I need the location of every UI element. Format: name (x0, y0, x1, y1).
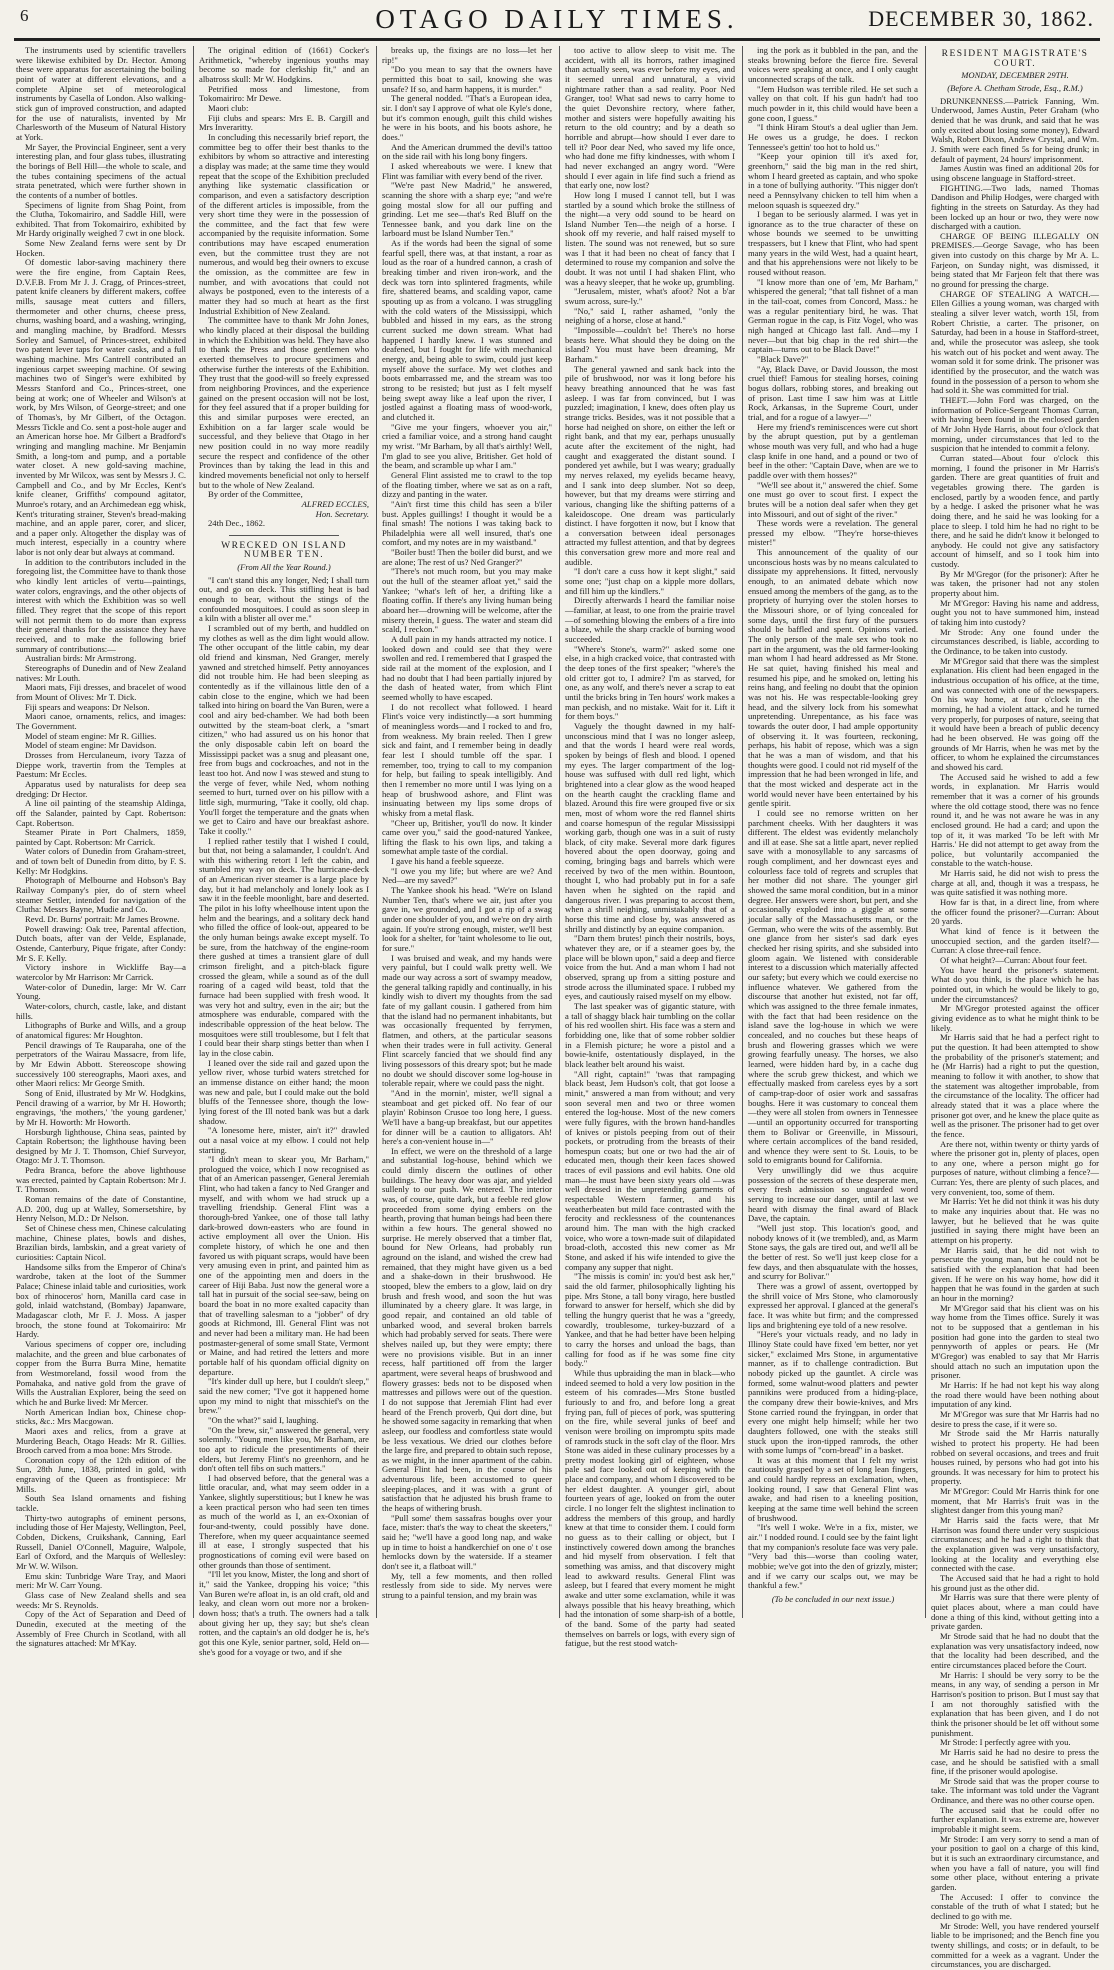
paragraph: Drosses from Herculaneum, ivory Tazza of Dieppe work, travertin from the Temples at Paestum: Mr Eccles. (16, 749, 186, 780)
paragraph: Mr Strode said that was the proper course to take. The informant was told under the Vagrant Ordinance, and there was no other course open. (931, 1775, 1099, 1806)
paragraph: "I don't care a cuss how it kept slight," said some one; "just chap on a kipple more dollars, and fill him up the kindlers." (565, 566, 735, 596)
paragraph: "There's not much room, but you may make out the hull of the steamer afloat yet," said the Yankee; "what's left of her, a drifting like a floating coffin. If there's any living human being aboard her—drowning will be welcome, after the misery therein, I guess. The water and steam did scald, I reckon." (382, 566, 552, 635)
story-title: WRECKED ON ISLAND NUMBER TEN. (221, 540, 347, 561)
paragraph: Mr M'Gregor protested against the officer giving evidence as to what he might think to be likely. (931, 1003, 1099, 1033)
paragraph: Steamer Pirate in Port Chalmers, 1859, painted by Capt. Robertson: Mr Carrick. (16, 827, 186, 847)
paragraph: Mr Harris said that he had a perfect right to put the question. It had been attempted to show the probability of the prisoner's statement; and he (Mr Harris) had a right to put the question, meaning to follow it with another, to show that the statement was altogether improbable, from the circumstance of the locality. The officer had already stated that it was a place where the prisoner got over, and he knew the place quite as well as the prisoner. The prisoner had to get over the fence. (931, 1032, 1099, 1139)
column-5 (748, 46, 918, 1618)
paragraph: Pencil drawings of Te Rauparaha, one of the perpetrators of the Wairau Massacre, from life, by Mr Edwin Abbott. Stereoscope showing successively 100 stereographs, Maori axes, and other Maori relics: Mr George Smith. (16, 1039, 186, 1089)
paragraph: I could see no remorse written on her parchment cheeks. With her daughters it was different. The eldest was evidently melancholy and ill at ease. She sat a little apart, never replied save with a monosyllable to any sarcasms of rough compliment, and her downcast eyes and colourless face told of regrets and scruples that her mother did not share. The younger girl showed the same moral condition, but in a minor degree. Her answers were short, but pert, and she occasionally exploded into a giggle at some jocular sally of the Massachusetts man, or the German, who were the wits of the assembly. But one glance from her sister's sad dark eyes checked her rising spirits, and she subsided into gloom again. We listened with considerable interest to a discussion which materially affected our safety; but every which we could exercise no influence whatever. We gathered from the discourse that another hut existed, not far off, which was assigned to the three female inmates, with the fact that had been residence on the island save the log-house in which we were concealed, and no couches but these heaps of brush and flowering grasses which we were growing fearfully uneasy. The horses, we also learned, were hidden hard by, in a cache dug where the scrub grew thickest, and which we effectually masked from careless eyes by a sort of camp-trap-door of osier work and sassafras boughs. Here it was customary to conceal them—they were all stolen from owners in Tennessee—until an opportunity occurred for transporting them to Bolivar or Greenville, in Missouri, where certain accomplices of the band resided, and whence they were sent to St. Louis, to be sold to emigrants bound for California. (748, 807, 918, 1166)
paragraph: In effect, we were on the threshold of a large and substantial log-house, behind which we could dimly discern the outlines of other buildings. The heavy door was ajar, and yielded sullenly to our push. We entered. The interior was, of course, quite dark, but a feeble red glow proceeded from some dying embers on the hearth, proving that human beings had been there within a few hours. The general showed no surprise. He merely observed that a timber flat, bound for New Orleans, had probably run aground on the island, and wished the crew had remained, that they might have given us a bed and a shake-down in their brushwood. He stooped, blew the embers to a glow, laid on dry brush and fresh wood, and soon the hut was illuminated by a cheery glare. It was large, in good repair, and contained an old table of unbarked wood, and several broken barrels which had probably served for seats. There were shelves nailed up, but they were empty; there were no provisions visible. But in an inner recess, half partitioned off from the larger apartment, were several heaps of brushwood and flowery grasses: beds not to be disposed when mattresses and pillows were out of the question. I do not suppose that Jeremiah Flint had ever heard of the French proverb, Qui dort dine, but he showed some sagacity in remarking that when asleep, our foodless and comfortless state would be less vexatious. We dried our clothes before the large fire, and prepared to obtain such repose, as we might, in the inner apartment of the cabin. General Flint had been, in the course of his adventurous life, been accustomed to queer sleeping-places, and it was with a grunt of satisfaction that he adjusted his brush frame to the heaps of withering brush. (382, 1145, 552, 1514)
paragraph: "Black Dave?" (757, 354, 809, 364)
paragraph: This announcement of the quality of our unconscious hosts was by no means calculated to dissipate my apprehensions. It fitted, nervously enough, to an animated debate which now ensued among the members of the gang, as to the propriety of hurrying over the stolen horses to the Missouri shore, or of lying concealed for some days, until the first fury of the pursuers should be baffled and spent. Opinions varied. The only person of the male sex who took no part in the argument, was the old farmer-looking man whom I had heard addressed as Mr Stone. He sat quiet, having finished his meal and resumed his pipe, and he smoked on, letting his reins hang, and feeling no doubt that the opinion was not his. He was respectable-looking grey head, and the silvery lock from his somewhat unpretending. Unrepentance, as his face was towards the outer door, I had ample opportunity of observing it. It was fourteen, reckoning, perhaps, his habit of repose, which was a sign that he was a man of wisdom, and that his thoughts were good. I could not rid myself of the impression that he had been wronged in life, and that the most wicked and desperate act in the world would never have been entertained by his gentle spirit. (748, 547, 918, 809)
paragraph: Vaguely the thought dawned in my half-unconscious mind that I was no longer asleep, and that the words I heard were real words, spoken by beings of flesh and blood. I opened my eyes. The larger compartment of the log-house was suffused with dull red light, which brightened into a clear glow as the wood heaped on the hearth caught the crackling flame and blazed. Around this fire were grouped five or six men, most of whom wore the red flannel shirts and coarse homespun of the regular Mississippi working garb, though one was in a suit of rusty black, of city make. Several more dark figures hovered about the open doorway, going and coming, bringing bags and barrels which were received by two of the men within. Bountoon, thought I, who had probably put in for a safe haven when he sighted on the rapid and dangerous river. I was preparing to accost them, when a shrill neighing, unmistakably that of a horse this time and close by, was answered as shrilly and distinctly by an equine companion. (565, 720, 735, 934)
paragraph: ing the pork as it bubbled in the pan, and the steaks browning before the fierce fire. Several voices were speaking at once, and I only caught unconnected scraps of the talk. (748, 45, 918, 84)
paragraph: The instruments used by scientific travellers were likewise exhibited by Dr. Hector. Among these were apparatus for ascertaining the boiling point of water at different elevations, and a complete Alpine set of meteorological instruments by Casella of London. Also walking-stick gun of improved construction, and adapted for the use of naturalists, invented by Mr Charlesworth of the Museum of Natural History at York. (16, 45, 186, 142)
paragraph: too active to allow sleep to visit me. The accident, with all its horrors, rather imagined than actually seen, was ever before my eyes, and it seemed unreal and unnatural, a vivid nightmare rather than a sad reality. Poor Ned Granger, too! What sad news to carry home to the quiet Devonshire rectory, where father, mother and sisters were hopefully awaiting his return to the old country; and by a death so horrible and abrupt—how should I ever dare to tell it? Poor dear Ned, who saved my life once, who had done me fifty kindnesses, with whom I had never exchanged an angry word. "Were should I ever again in life find such a friend as that early one, now lost? (565, 45, 735, 191)
page-number: 6 (20, 6, 29, 25)
paragraph: The committee have to thank Mr John Jones, who kindly placed at their disposal the building in which the Exhibition was held. They have also to thank the Press and those gentlemen who exerted themselves to procure specimens and otherwise further the interests of the Exhibition. They trust that the good-will so freely expressed from neighboring Provinces, and the experience gained on the present occasion will not be lost, for they feel assured that if a proper building for this and similar purposes were erected, an Exhibition on a far larger scale would be successful, and they believe that Otago in her new position could in no way more readily secure the respect and confidence of the other Provinces than by taking the lead in this and kindred movements beneficial not only to herself but to the whole of New Zealand. (199, 315, 369, 490)
paragraph: Handsome silks from the Emperor of China's wardrobe, taken at the loot of the Summer Palace; Chinese inlaid table and curiosities, work box of rhinoceros' horn, Manilla card case in gold, inlaid watchstand, (Bombay) Japanware, Madagascar cloth, Mr F. J. Moss. A jasper brooch, the stone found at Tokomairiro: Mr Hardy. (16, 1261, 186, 1340)
paragraph: breaks up, the fixings are no loss—let her rip!" (382, 45, 552, 65)
paragraph: Mr Harris: If he had not kept his way along the road there would have been nothing about imputation of any kind. (931, 1379, 1099, 1410)
paragraph: "On the what?" said I, laughing. (208, 1414, 319, 1425)
paragraph: "I owe you my life; but where are we? And Ned—are my saved?" (382, 865, 552, 886)
paragraph: Australian birds: Mr Armstrong. (25, 653, 137, 664)
paragraph: Curran stated—About four o'clock this morning, I found the prisoner in Mr Harris's garden. There are great quantities of fruit and vegetables growing there. The garden is enclosed, partly by a wooden fence, and partly by a hedge. I asked the prisoner what he was doing there, and he said he was looking for a place to sleep. I told him he had no right to be there, and he said he didn't know it belonged to anybody. He could not give any satisfactory account of himself, and so I took him into custody. (931, 452, 1099, 570)
paragraph: "Where's Stone's, warm?" asked some one else, in a high cracked voice, that contrasted with the deep tones of the first speaker; "where's the old critter got to, I admire? I'm as starved, for one, as any wolf, and there's never a scrap to eat until the bricks bring in Ten hours' work makes a man peckish, and no mistake. Wait for it. Lift it for them boys." (565, 643, 735, 722)
paragraph: Coronation copy of the 12th edition of the Sun, 28th June, 1838, printed in gold, with engraving of the Queen as frontispiece: Mr Mills. (16, 1454, 186, 1494)
column-6 (931, 46, 1099, 1970)
paragraph: FIGHTING.—Two lads, named Thomas Dandison and Philip Hodges, were charged with fighting in the streets on Saturday. As they had been locked up an hour or two, they were now discharged with a caution. (931, 182, 1099, 232)
sign-date: 24th Dec., 1862. (208, 518, 266, 529)
paragraph: Maori axes and relics, from a grave at Murdering Beach, Otago Heads: Mr R. Gillies. Brooch carved from a moa bone: Mrs Strode. (16, 1425, 186, 1456)
paragraph: "All right, captain!" 'twas that rampaging black beast, Jem Hudson's colt, that got loose a minit," answered a man from without; and very soon several men and two or three women entered the log-house. Most of the new comers were fully figures, with the brown hand-handles of knives or pistols peeping from out of their pockets, or protruding from the breasts of their homespun coats; but one or two had the air of educated men, though their keen faces showed traces of evil passions and evil habits. One old man—he must have been sixty years old —was well dressed in the unpretending garments of respectable Western farmer, and his weatherbeaten but mild face contrasted with the ferocity and recklessness of the countenances around him. The man with the high cracked voice, who wore a town-made suit of dilapidated broad-cloth, accosted this new comer as Mr Stone, and asked if his wife intended to give the company any supper that night. (565, 1068, 735, 1272)
paragraph: Here my friend's reminiscences were cut short by the abrupt question, put by a gentleman whose mouth was very full, and who had a huge clasp knife in one hand, and a pound or two of beef in the other: "Captain Dave, when are we to paddle over with them hosses?" (748, 421, 918, 480)
paragraph: It was at this moment that I felt my wrist cautiously grasped by a set of long lean fingers, and could hardly repress an exclamation, when, looking round, I saw that General Flint was awake, and had risen to a kneeling position, keeping at the same time well behind the screen of brushwood. (748, 1454, 918, 1523)
paragraph: Mr M'Gregor: Could Mr Harris think for one moment, that Mr Harris's fruit was in the slightest danger from this young man? (931, 1486, 1099, 1516)
paragraph: The Accused said that he had a right to hold his ground just as the other did. (931, 1573, 1099, 1593)
continued-note: (To be concluded in our next issue.) (771, 1594, 895, 1604)
paragraph: What kind of fence is it between the unoccupied section, and the garden itself?—Curran: A close three-rail fence. (931, 926, 1099, 956)
paragraph: DRUNKENNESS.—Patrick Fanning, Wm. Underwood, James Austin, Peter Graham (who denied that he was drunk, and said that he was only excited about losing some money), Edward Walsh, Robert Dixon, Andrew Crystal, and Wm. J. Smith were each fined 5s for being drunk; in default of payment, 24 hours' imprisonment. (931, 95, 1099, 164)
paragraph: Fiji spears and weapons: Dr Nelson. (25, 701, 150, 712)
paragraph: "I know more than one of 'em, Mr Barham," whispered the general; "that tall fishnet of a man in the tail-coat, comes from Concord, Mass.: he was a regular penitentiary bird, he was. That German rogue in the cap, is Fitz Vogel, who was nigh hanged at Chicago last fall. And—my I never—but that big chap in the red shirt—the captain—turns out to be Black Dave!" (748, 276, 918, 355)
paragraph: Victory inshore in Wickliffe Bay—a watercolor by Mr Harrison: Mr Carrick. (16, 962, 186, 982)
column-divider (742, 46, 743, 1618)
paragraph: "Jerusalem, mister, what's afoot? Not a b'ar swum across, sure-ly." (565, 286, 735, 307)
paragraph: Mr M'Gregor was sure that Mr Harris had no desire to press the case, if it were so. (931, 1408, 1099, 1429)
column-3 (382, 46, 552, 1618)
paragraph: "I didn't mean to skear you, Mr Barham," prologued the voice, which I now recognised as that of an American passenger, General Jeremiah Flint, who had taken a fancy to Ned Granger and myself, and with whom we had struck up a travelling friendship. General Flint was a thorough-bred Yankee, one of those tall lathy dark-browed down-easters who are found in active employment all over the Union. His complete history, of which he one and then favored us with piquant scraps, would have been very amusing even in print, and painted him as one of the appointing men and doers in the career of Hiji Baba. Just now the general wore a tall hat in pursuit of the social see-saw, being on board the boat in no more exalted capacity than that of travelling salesman to a "jobber" of dry goods at Richmond, Ill. General Flint was not and never had been a military man. He had been postmaster-general of some small State, Vermont or Maine, and had retired the letters and more portable half of his quondam official dignity on departure. (199, 1154, 369, 1377)
paragraph: Mr Strode said that he had no doubt that the explanation was very unsatisfactory indeed, now that the locality had been described, and the entire circumstances placed before the Court. (931, 1630, 1099, 1670)
paragraph: Revd. Dr. Burns' portrait: Mr James Browne. (25, 914, 180, 925)
paragraph: In concluding this necessarily brief report, the committee beg to offer their best thanks to the exhibitors by whom so attractive and interesting a display was made; at the same time they would repeat that the scope of the Exhibition precluded anything like systematic classification or comparison, and even a satisfactory description of the different articles is impossible, from the very short time they were in the possession of the committee, and the fact that few were accompanied by the requisite information. Some contributions may have escaped enumeration even, but the committee trust they are not numerous, and would beg their owners to excuse the omission, as the committee are few in number, and with avocations that could not always be postponed, even to the interests of a matter they had so much at heart as the first Industrial Exhibition of New Zealand. (199, 131, 369, 316)
paragraph: By order of the Committee, (208, 489, 303, 500)
column-divider (193, 46, 194, 1618)
paragraph: THEFT.—John Ford was charged, on the information of Police-Sergeant Thomas Curran, with having been found in the enclosed garden of Mr John Hyde Harris, about four o'clock that morning, under circumstances that led to the suspicion that he intended to commit a felony. (931, 394, 1099, 454)
paragraph: Of what height?—Curran: About four feet. (940, 955, 1088, 966)
paragraph: "On the brew, sir," answered the general, very solemnly. "Young men like you, Mr Barham, are too apt to ridicule the presentiments of their elders, but Jeremy Flint's no greenhorn, and he don't often tell fibs on such matters." (199, 1424, 369, 1474)
paragraph: In addition to the contributors included in the foregoing list, the Committee have to thank those who kindly lent articles of vertu—paintings, water colors, engravings, and the other objects of interest with which the Exhibition was so well filled. They regret that the scope of this report will not permit them to do more than express their general thanks for the assistance they have received, and to make the following brief summary of contributions:— (16, 556, 186, 654)
paragraph: By Mr M'Gregor (for the prisoner): After he was taken, the prisoner had not any stolen property about him. (931, 568, 1099, 599)
masthead-rule (14, 40, 1100, 41)
paragraph: The original edition of (1661) Cocker's Arithmetick, "whereby ingenious youths may become so made for clerkship fit," and an albatross skull: Mr W. Hodgkins. (199, 45, 369, 84)
paragraph: "Well just stop. This location's good, and nobody knows of it (we trembled), and, as Marm Stone says, the gals are tired out, and we'll all be the better of rest. So we'll just keep close for a few days, and then absquatulate with the hosses, and scurry for Bolivar." (748, 1223, 918, 1282)
paragraph: Lithographs of Burke and Wills, and a group of anatomical figures: Mr Houghton. (16, 1020, 186, 1040)
paragraph: The accused said that he could offer no further explanation. It was extreme are, however improbable it might seem. (931, 1804, 1099, 1835)
paragraph: Some New Zealand ferns were sent by Dr Hocken. (16, 238, 186, 258)
paragraph: "Give me your fingers, whoever you air," cried a familiar voice, and a strong hand caught my wrist. "Mr Barham, by all that's airthly! Well, I'm glad to see you alive, Britisher. Get hold of the beam, and scramble up whar I am." (382, 421, 552, 471)
paragraph: Petrified moss and limestone, from Tokomairiro: Mr Dewe. (199, 83, 369, 104)
paragraph: Powell drawing: Oak tree, Parental affection, Dutch boats, after van der Velde, Esplanade, Ostende, Canterbury, Pique frigate, after Condy: Mr S. F. Kelly. (16, 923, 186, 963)
paragraph: Maori canoe, ornaments, relics, and images: The Government. (16, 711, 186, 731)
paragraph: Mr Harris said he had no desire to press the case, and he should be satisfied with a small fine, if the prisoner would apologise. (931, 1746, 1099, 1777)
paragraph: CHARGE OF BEING ILLEGALLY ON PREMISES.—George Savage, who has been given into custody on this charge by Mr A. L. Farjeon, on Sunday night, was dismissed, it being stated that Mr Farjeon felt that there was no ground for pressing the charge. (931, 230, 1099, 290)
paragraph: Mr Strode: Any one found under the circumstances described, is liable, according to the Ordinance, to be taken into custody. (931, 626, 1099, 657)
paragraph: Emu skin: Tunbridge Ware Tray, and Maori meri: Mr W. Carr Young. (16, 1570, 186, 1591)
signature: ALFRED ECCLES, (301, 498, 369, 509)
paragraph: The Accused said he wished to add a few words, in explanation. Mr Harris would remember that it was a corner of his grounds where the old cottage stood, there was no fence round it, and he was not aware he was in any enclosed ground. He had a card; and upon the top of it, it was marked 'To be left with Mr Harris.' He did not attempt to get away from the police, but voluntarily accompanied the constable to the watch-house. (931, 771, 1099, 869)
paragraph: "Darn them brutes! pinch their nostrils, boys, whatever they are, or if a steamer goes by, the place will be blown upon," said a deep and fierce voice from the hut. And a man whom I had not observed, sprang up from a sitting posture and strode across the illuminated space. I rubbed my eyes, and cautiously raised myself on my elbow. (565, 933, 735, 1002)
paragraph: "We're past New Madrid," he answered, scanning the shore with a sharp eye; "and we're going mostal slow for all our puffing and grinding. Let me see—that's Red Bluff on the Tennessee bank, and you dark line on the larboard must be Island Number Ten." (382, 180, 552, 239)
paragraph: "It's well I woke. We're in a fix, mister, we air." I nodded round. I could see by the faint light that my companion's resolute face was very pale. "Very bad this—worse than cooling water, mobbie; we've got into the den of grizzly, mister; and if we carry our scalps out, we may be thankful a few." (748, 1522, 918, 1591)
paragraph: Set of Chinese chess men, Chinese calculating machine, Chinese plates, bowls and dishes, Brazilian birds, lambskin, and a great variety of curiosities: Captain Nicol. (16, 1223, 186, 1263)
paragraph: Water-colors, church, castle, lake, and distant hills. (16, 1000, 186, 1021)
paragraph: "Impossible—couldn't be! There's no horse beasts here. What should they be doing on the island? You must have been dreaming, Mr Barham." (565, 325, 735, 364)
paragraph: Directly afterwards I heard the familiar noise—familiar, at least, to one from the prairie travel—of something blowing the embers of a fire into a blaze, while the sharp crackle of burning wood succeeded. (565, 595, 735, 645)
paragraph: Mr Strode: Well, you have rendered yourself liable to be imprisoned; and the Bench fine you twenty shillings, and costs; or in default, to be committed for a week as a vagrant. Under the circumstances, you are discharged. (931, 1920, 1099, 1970)
paragraph: Mr Harris said, he did not wish to press the charge at all, and, though it was a trespass, he was quite satisfied it was nothing more. (931, 868, 1099, 898)
paragraph: Mr Strode: I perfectly agree with you. (940, 1737, 1071, 1748)
paragraph: Mr Strode: I am very sorry to send a man of your position to gaol on a charge of this kind, but it is such an extraordinary circumstance, and when you have a fall of nature, you will find some other place, without entering a private garden. (931, 1833, 1099, 1893)
paragraph: There was a growl of assent, overtopped by the shrill voice of Mrs Stone, who clamorously expressed her approval. I glanced at the general's face. It was white but firm; and the compressed lips and brightening eye told of a new resolve. (748, 1281, 918, 1330)
paragraph: Song of Enid, illustrated by Mr W. Hodgkins, Pencil drawing of a warrior, by Mr H. Howorth; engravings, 'the mothers,' 'the young gardener,' by Mr H. Howorth: Mr Howorth. (16, 1087, 186, 1127)
paragraph: Horsburgh lighthouse, China seas, painted by Captain Robertson; the lighthouse having been designed by Mr J. T. Thomson, Chief Surveyor, Otago: Mr J. T. Thomson. (16, 1126, 186, 1166)
paragraph: "Boiler bust! Then the boiler did burst, and we are alone; The rest of us? Ned Granger?" (382, 547, 552, 567)
paragraph: Are there not, within twenty or thirty yards of where the prisoner got in, plenty of places, open to any one, where a person might go for purposes of nature, without climbing a fence?—Curran: Yes, there are plenty of such places, and very convenient, too, some of them. (931, 1138, 1099, 1197)
paragraph: Of domestic labor-saving machinery there were the fire engine, from Captain Rees, D.V.F.B. From Mr J. J. Cragg, of Princes-street, patent knife cleaners by different makers, coffee mills, sausage meat cutters and fillers, thermometer and other churns, cheese press, churns, washing board, and a washing, wringing, and mangling machine, by Bradford. Messrs Sorley and Samuel, of Princes-street, exhibited two patent lever taps for water casks, and a full washing machine. Mrs Cantrell contributed an ingenious carpet sweeping machine. Of sewing machines two of Singer's were exhibited by Messrs Stanford and Co., Princes-street, one being at work; one of Wheeler and Wilson's at work, by Mrs Wilson, of George-street; and one of Thomas's, by Mr Gilbert, of the Octagon. Messrs Tickle and Co. sent a post-hole auger and an American horse hoe. Mr Gilbert a Bradford's wringing and mangling machine. Mr Benjamin Smith, a long-tom and pump, and a portable water closet. A new gold-saving machine, invented by Mr Wilcox, was sent by Messrs J. C. Campbell and Co., and by Mr Eccles, Kent's knife cleaner, Griffiths' compound agitator, Munroe's rotary, and an Archimedean egg whisk, Kent's triturating strainer, Steven's bread-making machine, and an apple parer, corer, and slicer, and a paper only. Altogether the display was of much interest, especially in a country where labor is not only dear but always at command. (16, 257, 186, 558)
paragraph: "Here's your victuals ready, and no lady in Illinoy State could have fixed 'em better, nor yet sicker," exclaimed Mrs Stone, in argumentative manner, as if to challenge contradiction. But nobody picked up the gauntlet. A circle was formed, some walnut-wood platters and pewter pannikins were produced from a hiding-place, the company drew their bowie-knives, and Mrs Stone carried round the fryingpan, in order that every one might help himself; while her two daughters followed, one with the steaks still stuck upon the iron-tipped ramrods, the other with some lumps of "corn-bread" in a basket. (748, 1329, 918, 1456)
paragraph: Various specimens of copper ore, including malachite, and the green and blue carbonates of copper from the Burra Burra Mine, hematite from Westmoreland, fossil wood from the Pomahaka, and native gold from the grave of Wills the Australian Explorer, being the seed on which he and Burke lived: Mr Mercer. (16, 1338, 186, 1407)
paragraph: How long I mused I cannot tell, but I was startled by a sound which broke the stillness of the night—a very odd sound to be heard on Island Number Ten—the neigh of a horse. I shook off my reverie, and half raised myself to listen. The sound was not renewed, but so sure was I that it had been no cheat of fancy that I determined to rouse my companion and solve the doubt. It was not until I had shaken Flint, who was a heavy sleeper, that he woke up, grumbling. (565, 189, 735, 287)
issue-date: DECEMBER 30, 1862. (868, 6, 1094, 31)
paragraph: How far is that, in a direct line, from where the officer found the prisoner?—Curran: About 20 yards. (931, 897, 1099, 927)
paragraph: I began to be seriously alarmed. I was yet in ignorance as to the true character of these on whose bounds we seemed to be unwitting trespassers, but I knew that Flint, who had spent many years in the wild West, had a quaint heart, and that his apprehensions were not likely to be roused without reason. (748, 209, 918, 278)
paragraph: "I'll let you know, Mister, the long and short of it," said the Yankee, dropping his voice; "this Van Buren we're afloat in, is an old craft, old and leaky, and clean worn out more nor a broken-down hoss; that's a truth. The owners had a talk about giving her up, they say; but she's clean rotten, and the captain's an old dodger he is, he's got this one Kyle, senior partner, sold, Held on—she's good for a voyage or two, and if she (199, 1569, 369, 1657)
paragraph: The general nodded. "That's a European idea, sir. I don't say I approve of what ole Kyle's done, but it's common enough, guilt this child wishes he were in his boots, and his boots ashore, he does." (382, 93, 552, 142)
paragraph: "Ain't first time this child has seen a b'iler bust. Apples guillings! I thought it would be a final smash! The notions I was taking back to Philadelphia were all well insured, that's one comfort, and my notes are in my waistband." (382, 498, 552, 548)
paragraph: Mr Strode said the Mr Harris naturally wished to protect his property. He had been robbed on several occasions, and trees and fruit houses ruined, by persons who had got into his grounds. It was necessary for him to protect his property. (931, 1428, 1099, 1487)
paragraph: "Cheer up, Britisher, you'll do now. It kinder came over you," said the good-natured Yankee, lifting the flask to his own lips, and taking a somewhat ample taste of the cordial. (382, 817, 552, 857)
paragraph: These words were a revelation. The general pressed my elbow. "They're horse-thieves mister!" (748, 518, 918, 548)
masthead (14, 4, 1100, 40)
paragraph: The last speaker was of gigantic stature, with a tall of shaggy black hair tumbling on the collar of his red woollen shirt. His face was a stern and forbidding one, like that of some robber soldier in a Flemish picture; he wore a pistol and a bowie-knife, ostentatiously displayed, in the black leather belt around his waist. (565, 1000, 735, 1069)
paragraph: I do not recollect what followed. I heard Flint's voice very indistinctly—a sort humming of meaningless words—and I rocked to and fro, from weakness. My brain reeled. Then I grew sick and faint, and I remember being in deadly fear lest I should tumble off the spar. I remember, too, trying to call to my companion for help, but failing to speak intelligibly. And then I remember no more until I was lying on a heap of brushwood ashore, and Flint was insinuating between my lips some drops of whisky from a metal flask. (382, 701, 552, 818)
paragraph: Photograph of Melbourne and Hobson's Bay Railway Company's pier, do of stern wheel steamer Settler, intended for navigation of the Clutha: Messrs Bayne, Mudie and Co. (16, 875, 186, 915)
paragraph: My, tell a few moments, and then rolled restlessly from side to side. My nerves were strung to a painful tension, and my brain was (382, 1570, 552, 1600)
paragraph: Stereographs of Dunedin and of New Zealand natives: Mr Louth. (16, 663, 186, 683)
paragraph: The Yankee shook his head. "We're on Island Number Ten, that's where we air, just after you gave in, we grounded, and I got a rip of a swag under one shoulder of you, and we're on dry airth again. If you're strong enough, mister, we'll best look for a shelter, for 'taint wholesome to lie out, for sure." (382, 885, 552, 954)
paragraph: James Austin was fined an additional 20s for using obscene language in Stafford-street. (931, 163, 1099, 183)
paragraph: "I can't stand this any longer, Ned; I shall turn out, and go on deck. This stifling heat is bad enough to bear, without the stings of the confounded mosquitoes. I could as soon sleep in a kiln with a blister all over me." (199, 574, 369, 624)
paragraph: Mr M'Gregor said that his client was on his way home from the Times office. Surely it was not to be supposed that a gentleman in his position had gone into the garden to steal two pennyworth of apples or pears. He (Mr M'Gregor) was enabled to say that Mr Harris should attach no such an imputation upon the prisoner. (931, 1302, 1099, 1381)
court-before: (Before A. Chetham Strode, Esq., R.M.) (947, 82, 1083, 93)
column-divider (559, 46, 560, 1618)
paragraph: "And in the mornin', mister, we'll signal a steamboat and get picked off. No fear of our playin' Robinson Crusoe too long here, I guess. We'll have a bang-up breakfast, but our appetites for dinner will be a caution to alligators. Ah! here's a con-venient house in—" (382, 1087, 552, 1147)
story-source: (From All the Year Round.) (237, 562, 331, 573)
paragraph: Water-color of Dunedin, large: Mr W. Carr Young. (16, 981, 186, 1002)
paragraph: Mr Harris said the facts were, that Mr Harrison was found there under very suspicious circumstances; and he had a right to think that the explanation given was very unsatisfactory, looking at the locality and everything else connected with the case. (931, 1515, 1099, 1574)
paragraph: The general yawned and sank back into the pile of brushwood, nor was it long before his heavy breathing announced that he was fast asleep. I was far from convinced, but I was puzzled; imagination, I knew, does often play us strange tricks. Besides, was it not possible that a horse had neighed on shore, on either the left or right bank, and that my ear, perhaps unusually acute after the excitement of the night, had caught and exaggerated the distant sound. I pondered yet awhile, but I was weary; gradually my nerves relaxed, my eyelids became heavy, and I sank into deep slumber. Not so deep, however, but that my dreams were stirring and various, changing like the shifting patterns of a kaleidoscope. One dream was particularly distinct. I have forgotten it now, but I know that a conversation between ideal personages attracted my fullest attention, and that by degrees this conversation grew more and more real and audible. (565, 363, 735, 567)
paragraph: Mr Harris was sure that there were plenty of quiet places about, where a man could have done a thing of this kind, without getting into a private garden. (931, 1592, 1099, 1632)
paragraph: South Sea Island ornaments and fishing tackle. (16, 1493, 186, 1514)
paragraph: I was bruised and weak, and my hands were very painful, but I could walk pretty well. We made our way across a sort of swampy meadow, the general talking rapidly and continually, in his kindly wish to divert my thoughts from the sad fate of my gallant cousin. I gathered from him that the island had no permanent inhabitants, but was occasionally frequented by ferrymen, flatmen, and others, at the particular seasons when their trades were in full activity. General Flint scarcely fancied that we should find any living possessors of this dreary spot; but he made no doubt we should discover some log-house in tolerable repair, where we could pass the night. (382, 952, 552, 1089)
paragraph: "We'll see about it," answered the chief. Some one must go over to scout first. I expect the brutes will be a notion deal safer when they get into Missouri, and out of sight of the river." (748, 479, 918, 519)
paragraph: And the American drummed the devil's tattoo on the side rail with his long bony fingers. (382, 141, 552, 162)
section-rule (229, 535, 339, 536)
paragraph: North American Indian box, Chinese chop-sticks, &c.: Mrs Macgowan. (16, 1406, 186, 1427)
paragraph: Roman remains of the date of Constantine, A.D. 200, dug up at Walley, Somersetshire, by Henry Nelson, M.D.: Dr Nelson. (16, 1194, 186, 1224)
paragraph: Model of steam engine: Mr Davidson. (25, 740, 157, 751)
paragraph: Mr M'Gregor said that there was the simplest explanation. His client had been engaged in the industrious occupation of his office, at the time, and was connected with one of the newspapers. On his way home, at four o'clock in the morning, he had a violent attack, and he turned very properly, for purposes of nature, seeing that it would have been a breach of public decency had he been observed. He was going off the grounds of Mr Harris, when he was met by the officer, to whom he explained the circumstances and showed his card. (931, 655, 1099, 772)
paragraph: While thus upbraiding the man in black—who indeed seemed to hold a very low position in the esteem of his comrades—Mrs Stone bustled furiously to and fro, and before long a great frying pan, full of pieces of pork, was sputtering on the fire, while several junks of beef and venison were broiling on impromptu spits made of ramrods stuck in the soft clay of the floor. Mrs Stone was aided in these culinary processes by a pretty modest looking girl of eighteen, whose pale sad face looked out of keeping with the place and company, and whom I discovered to be her eldest daughter. A younger girl, about fourteen years of age, looked on from the outer circle. I no longer felt the slightest inclination to address the members of this group, and hardly knew at that time to consider them. I could form no guess as to their calling or object, but I instinctively cowered down among the branches and hid myself from observation. I felt that something was amiss, and that discovery might lead to awkward results. General Flint was asleep, but I feared that every moment he might awake and utter some exclamation, while it was always possible that his heavy breathing, which had the intonation of some sharp-ish of a bottle, of the band. Some of the party had seated themselves on barrels or logs, with every sign of fatigue, but the rest stood watch- (565, 1367, 735, 1649)
paragraph: I scrambled out of my berth, and huddled on my clothes as well as the dim light would allow. The other occupant of the little cabin, my dear old friend and kinsman, Ned Granger, merely yawned and stretched himself. Petty annoyances did not trouble him. He had been sleeping as contentedly as if the villainous little den of a cabin close to the engine, which we had been talked into hiring on board the Van Buren, were a cool and airy bed-chamber. We had both been outwitted by the steam-boat clerk, a "smart citizen," who had assured us on his honor that the only disposable cabin left on board the Mississippi packet was a snug and pleasant one, free from bugs and cockroaches, and not in the least too hot. And now I was stewed and stung to the verge of fever, while Ned, whom nothing seemed to hurt, turned over on his pillow with a little sigh, murmuring, "Take it coolly, old chap. You'll forget the temperature and the gnats when we get to Cairo and have our breakfast ashore. Take it coolly." (199, 623, 369, 836)
paragraph: Apparatus used by naturalists for deep sea dredging: Dr Hector. (16, 778, 186, 799)
column-divider (925, 46, 926, 1618)
signature-role: Hon. Secretary. (315, 508, 369, 519)
paragraph: Thirty-two autographs of eminent persons, including those of Her Majesty, Wellington, Peel, Cobden, Dickens, Cruikshank, Canning, Earl Russell, Daniel O'Connell, Maguire, Walpole, Earl of Oxford, and the Marquis of Wellesley: Mr W. W. Wilson. (16, 1512, 186, 1572)
paragraph: "It's kinder dull up here, but I couldn't sleep," said the new comer; "I've got it happened home upon my mind to night that misschief's on the brew." (199, 1376, 369, 1416)
paragraph: CHARGE OF STEALING A WATCH.—Ellen Gillies a young woman, was charged with stealing a silver lever watch, worth 15l, from Robert Christie, a carter. The prisoner, on Saturday, had been in a house in Stafford-street, and, while the prosecutor was asleep, she took his watch out of his pocket and went away. The woman sold it for some drink. The prisoner was identified by the prosecutor, and the watch was found in the possession of a person to whom she had sold it. She was committed for trial. (931, 288, 1099, 396)
paragraph: Mr Sayer, the Provincial Engineer, sent a very interesting plan, and four glass tubes, illustrating the borings of Bell Hill—the whole to scale, and the tubes containing specimens of the actual strata penetrated, which were further shown in the contents of a number of bottles. (16, 141, 186, 200)
paragraph: "Ay, Black Dave, or David Jousson, the most cruel thief! Famous for stealing horses, coining bogus dollars, robbing stores, and breaking out of prison. Last time I saw him was at Little Rock, Arkansas, in the Supreme Court, under trial, and for a rogue of a lawyer—" (748, 363, 918, 422)
paragraph: Mr Harris: I should be very sorry to be the means, in any way, of sending a person in Mr Harrison's position to prison. But I must say that I am not thoroughly satisfied with the explanation that has been given, and I do not think the prisoner should be let off without some punishment. (931, 1669, 1099, 1738)
newspaper-title: OTAGO DAILY TIMES. (375, 4, 739, 34)
paragraph: A line oil painting of the steamship Aldinga, off the Salander, painted by Capt. Robertson: Capt. Robertson. (16, 798, 186, 828)
paragraph: Very unwillingly did we thus acquire possession of the secrets of these desperate men, every fresh admission so unguarded word serving to increase our danger, until at last we heard with dismay the final award of Black Dave, the captain. (748, 1165, 918, 1224)
court-title: RESIDENT MAGISTRATE'S COURT. (941, 49, 1089, 69)
paragraph: As if the words had been the signal of some fearful spell, there was, at that instant, a roar as loud as the roar of a hundred cannon, a crash of breaking timber and riven iron-work, and the deck was torn into splintered fragments, while fire, shattered beams, and scalding vapor, came spouting up as from a volcano. I was struggling with the cold waters of the Mississippi, which bubbled and hissed in my ears, as the strong current sucked me down stream. What had happened I hardly knew. I was stunned and deafened, but I fought for life with mechanical energy, and, being able to swim, could just keep myself above the surface. My wet clothes and boots embarrassed me, and the stream was too strong to be resisted; but just as I felt myself being swept away like a leaf upon the river, I jostled against a floating mass of wood-work, and clutched it. (382, 238, 552, 422)
paragraph: "Pull some' them sassafras boughs over your face, mister: that's the way to cheat the skeeters," said he; "we'll have a good long nap, and wake up in time to hoist a handkerchief on one o' t ose hemlocks down by the waterside. If a steamer don't see it, a flatboat will." (382, 1512, 552, 1572)
court-date: MONDAY, DECEMBER 29TH. (961, 70, 1069, 81)
paragraph: "The missis is comin' in: you'd best ask her," said the old farmer, philosophically lighting his pipe. Mrs Stone, a tall bony virago, here bustled forward to answer for herself, which she did by telling the hungry querist that he was a "greedy, cowardly, troublesome, turkey-buzzard of a Yankee, and that he had better have been helping to carry the horses and unload the bags, than calling for food as if he was some fine city body." (565, 1271, 735, 1369)
paragraph: The Accused: I offer to convince the constable of the truth of what I stated; but he declined to go with me. (931, 1891, 1099, 1921)
column-divider (376, 46, 377, 1618)
paragraph: "No," said I, rather ashamed, "only the neighing of a horse, close at hand." (565, 305, 735, 326)
paragraph: Specimens of lignite from Shag Point, from the Clutha, Tokomairiro, and Saddle Hill, were exhibited. That from Tokomairiro, exhibited by Mr Hardy originally weighed 7 cwt in one block. (16, 199, 186, 239)
paragraph: Mr Harris: Yet he did not think it was his duty to make any inquiries about that. He was no lawyer, but he believed that he was quite justified in saying there might have been an attempt on his property. (931, 1196, 1099, 1246)
paragraph: Model of steam engine: Mr R. Gillies. (25, 730, 157, 741)
paragraph: Mr M'Gregor: Having his name and address, ought you not to have summoned him, instead of taking him into custody? (931, 597, 1099, 628)
paragraph: Maori club: (208, 102, 249, 113)
paragraph: A dull pain in my hands attracted my notice. I looked down and could see that they were swollen and red. I remembered that I grasped the side rail at the moment of the explosion, and I had no doubt that I had been partially injured by the dash of heated water, from which Flint seemed wholly to have escaped. (382, 634, 552, 702)
paragraph: Mr Harris said, that he did not wish to persecute the young man, but he could not be satisfied with the explanation that had been given. If he were on his way home, how did it happen that he was found in the garden at such an hour in the morning? (931, 1244, 1099, 1303)
column-4 (565, 45, 735, 1649)
paragraph: "Keep your opinion till it's axed for, greenhorn," said the big man in the red shirt, whom I heard greeted as captain, and who spoke in a tone of bullying authority. "This nigger don't need a Pennsylvany chicken to tell him when a meloon squash is squeezed dry." (748, 151, 918, 210)
paragraph: "A lonesome here, mister, ain't it?" drawled out a nasal voice at my elbow. I could not help starting. (199, 1125, 369, 1155)
paragraph: General Flint assisted me to crawl to the top of the floating timber, where we sat as on a raft, dizzy and panting in the water. (382, 469, 552, 500)
paragraph: I asked whereabouts we were. I knew that Flint was familiar with every bend of the river. (382, 160, 552, 181)
paragraph: You have heard the prisoner's statement. What do you think, is the place which he has pointed out, in which he would be likely to go, under the circumstances? (931, 964, 1099, 1004)
paragraph: I replied rather testily that I wished I could, but that, not being a salamander, I couldn't. And with this withering retort I left the cabin, and stumbled my way on deck. The hurricane-deck of an American river steamer is a large place by day, but it had melancholy and lonely look as I saw it in the feeble moonlight, bare and deserted. The pilot in his lofty wheelhouse intent upon the helm and the bearings, and a solitary deck hand who filled the office of look-out, appeared to be the only human beings awake except myself. To be sure, from the hatchway of the engine-room there gushed at times a transient glare of dull crimson firelight, and a pitch-black figure crossed the gleam, while a sound as of the dull roaring of a caged wild beast, told that the furnace had been supplied with fresh wood. It was very hot and sultry, even in the air; but the atmosphere was endurable, compared with the indescribable oppression of the heat below. The mosquitoes were still troublesome, but I felt that I could bear their sharp stings better than when I lay in the close cabin. (199, 835, 369, 1058)
paragraph: I had observed before, that the general was a little oracular, and, what may seem odder in a Yankee, slightly superstitious; but I knew he was a keen practical person who had seen ten times as much of the world as I, an ex-Oxonian of four-and-twenty, could possibly have done. Therefore, when my queer acquaintance seemed ill at ease, I strongly suspected that his prognostications of coming evil were based on other grounds than those of sentiment. (199, 1472, 369, 1570)
paragraph: Copy of the Act of Separation and Deed of Dunedin, executed at the meeting of the Assembly of Free Church in Scotland, with all the signatures attached: Mr M'Kay. (16, 1609, 186, 1649)
paragraph: Water colors of Dunedin from Graham-street, and of town belt of Dunedin from ditto, by F. S. Kelly: Mr Hodgkins. (16, 846, 186, 876)
paragraph: "Jem Hudson was terrible riled. He set such a valley on that colt. If his gun hadn't had too much powder in it, this child would have been a gone coon, I guess." (748, 83, 918, 123)
paragraph: "I think Hiram Stout's a deal uglier than Jem. He owes us a grudge, he does. I reckon Tennessee's gettin' too hot to hold us." (748, 122, 918, 152)
paragraph: I leaned over the side rail and gazed upon the yellow river, whose turbid waters stretched for an immense distance on either hand; the moon was new and pale, but I could make out the bold bluffs of the Tennessee shore, though the low-lying forest of the Ill noted bank was but a dark shadow. (199, 1057, 369, 1126)
paragraph: "Do you mean to say that the owners have permitted this boat to sail, knowing she was unsafe? If so, and harm happens, it is murder." (382, 64, 552, 94)
paragraph: Fiji clubs and spears: Mrs E. B. Cargill and Mrs Inveraritty. (199, 112, 369, 133)
paragraph: Glass case of New Zealand shells and sea weeds: Mr S. Reynolds. (16, 1590, 186, 1610)
paragraph: Pedra Branca, before the above lighthouse was erected, painted by Captain Robertson: Mr J. T. Thomson. (16, 1165, 186, 1195)
column-1 (16, 45, 186, 1649)
paragraph: I gave his hand a feeble squeeze. (391, 856, 504, 867)
column-2 (199, 45, 369, 1657)
paragraph: Maori mats, Fiji dresses, and bracelet of wood from Mount of Olives: Mr T. Dick. (16, 682, 186, 702)
